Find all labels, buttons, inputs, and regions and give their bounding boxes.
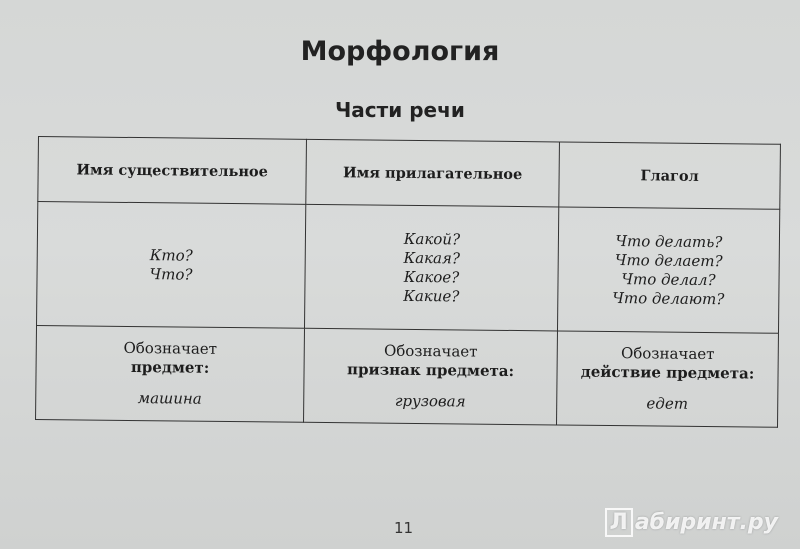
noun-meaning-cell: Обозначает предмет: машина bbox=[36, 325, 305, 422]
question-line: Какой? bbox=[403, 229, 461, 248]
adjective-questions-cell bbox=[305, 204, 559, 331]
meaning-what: признак предмета bbox=[346, 360, 509, 380]
question-line: Что делает? bbox=[614, 250, 723, 270]
header-verb: Глагол bbox=[559, 142, 781, 209]
question-line: Какое? bbox=[403, 267, 460, 286]
watermark-logo-icon: Л bbox=[605, 508, 633, 537]
question-line: Что? bbox=[149, 264, 193, 284]
question-line: Что делал? bbox=[621, 269, 716, 289]
question-line: Кто? bbox=[149, 245, 193, 265]
page-subtitle: Части речи bbox=[335, 98, 465, 122]
meaning-what: действие предмета bbox=[580, 362, 749, 383]
meaning-what: предмет bbox=[130, 357, 204, 377]
questions-row bbox=[37, 202, 780, 334]
parts-of-speech-table-container bbox=[35, 136, 780, 428]
parts-of-speech-table bbox=[35, 136, 781, 428]
meaning-verb: Обозначает bbox=[383, 341, 478, 361]
page-title: Морфология bbox=[300, 36, 500, 67]
meaning-verb: Обозначает bbox=[123, 338, 218, 358]
example-word: машина bbox=[137, 389, 202, 408]
meaning-verb: Обозначает bbox=[620, 344, 715, 364]
watermark-text: абиринт.ру bbox=[634, 510, 778, 535]
page-number: 11 bbox=[394, 519, 414, 537]
example-word: грузовая bbox=[394, 391, 466, 411]
question-line: Какие? bbox=[403, 286, 460, 305]
header-adjective: Имя прилагательное bbox=[306, 139, 560, 207]
noun-questions-cell bbox=[37, 202, 306, 329]
adjective-meaning-cell: Обозначает признак предмета: грузовая bbox=[304, 328, 558, 425]
question-line: Какая? bbox=[403, 248, 461, 267]
table-header-row bbox=[38, 137, 781, 210]
question-line: Что делают? bbox=[612, 288, 725, 308]
verb-questions-cell bbox=[557, 207, 779, 333]
header-noun: Имя существительное bbox=[38, 137, 307, 205]
question-line: Что делать? bbox=[615, 231, 723, 251]
labirint-watermark bbox=[605, 508, 778, 537]
verb-meaning-cell: Обозначает действие предмета: едет bbox=[557, 331, 779, 427]
meaning-row bbox=[36, 325, 779, 427]
example-word: едет bbox=[646, 394, 689, 413]
